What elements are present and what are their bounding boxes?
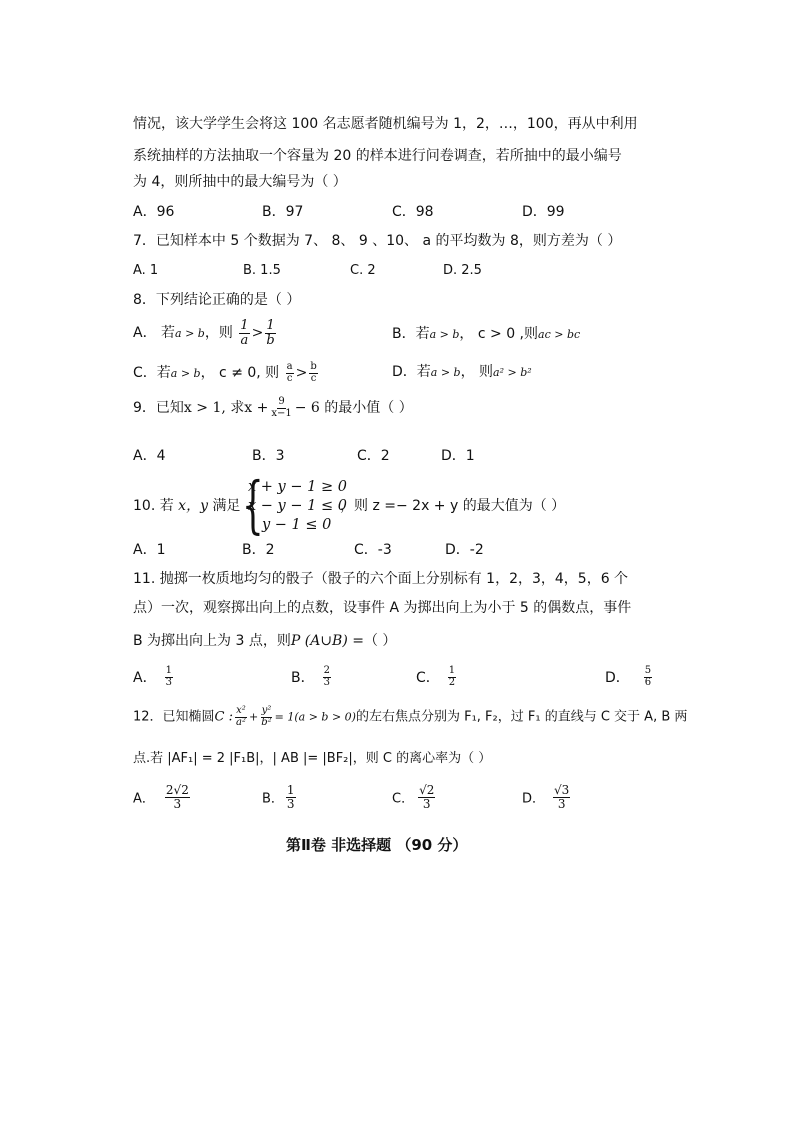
q11-a-frac bbox=[165, 666, 173, 688]
q11-c-num: 1 bbox=[448, 665, 456, 676]
q12-pre: 12．已知椭圆 bbox=[133, 709, 215, 725]
q11-b-den: 3 bbox=[323, 676, 330, 688]
q8-c-mid: ， c ≠ 0, 则 bbox=[200, 365, 280, 381]
q11-line3-pre: B 为掷出向上为 3 点，则 bbox=[133, 633, 291, 649]
q11-b-label: B． bbox=[291, 670, 315, 686]
q9-option-c: C．2 bbox=[357, 448, 390, 464]
q12-option-d bbox=[522, 784, 572, 810]
q8-b-prefix: B．若 bbox=[392, 326, 430, 342]
q6-option-c: C．98 bbox=[392, 204, 434, 220]
section-2-title: 第Ⅱ卷 非选择题 （90 分） bbox=[286, 836, 468, 854]
q11-a-label: A． bbox=[133, 670, 157, 686]
q12-plus: + bbox=[249, 710, 259, 724]
q8-option-a: A． 若a > b，则 $\frac{1}{a}$ > $\frac{1}{b}$ bbox=[133, 318, 275, 348]
q9-tail: 的最小值（ ） bbox=[319, 400, 413, 416]
q9-stem bbox=[133, 397, 413, 419]
q12-c-label: C． bbox=[392, 791, 415, 807]
q12-frac-x-num: x² bbox=[236, 705, 246, 716]
q9-pre: 9．已知 bbox=[133, 400, 184, 416]
q10-pre-wrap bbox=[133, 496, 240, 516]
q12-b-num: 1 bbox=[286, 783, 295, 797]
q12-frac-y-den: b² bbox=[261, 716, 272, 728]
q12-a-num: 2√2 bbox=[165, 783, 189, 797]
q9-option-d: D．1 bbox=[441, 448, 475, 464]
q12-a-label: A． bbox=[133, 791, 155, 807]
q9-option-a: A．4 bbox=[133, 448, 166, 464]
q11-d-num: 5 bbox=[644, 665, 652, 676]
q10-option-c: C．-3 bbox=[354, 542, 392, 558]
q8-a-then: ，则 bbox=[204, 325, 233, 342]
q7-stem: 7．已知样本中 5 个数据为 7、 8、 9 、10、 a 的平均数为 8，则方差为（ ） bbox=[133, 233, 622, 249]
q12-frac-y bbox=[260, 706, 272, 728]
q9-condition: x > 1, 求x + bbox=[183, 400, 269, 416]
q9-frac-num: 9 bbox=[278, 396, 285, 407]
q11-option-b bbox=[291, 666, 333, 688]
q12-line-2: 点.若 |AF₁| = 2 |F₁B|，| AB |= |BF₂|，则 C 的离心率为（ ） bbox=[133, 751, 492, 766]
q12-frac-y-num: y² bbox=[261, 705, 272, 716]
q7-option-b: B. 1.5 bbox=[243, 263, 281, 278]
q9-option-b: B．3 bbox=[252, 448, 285, 464]
q12-d-label: D． bbox=[522, 791, 546, 807]
q12-ellipse-name: C : bbox=[214, 709, 234, 725]
q9-fraction bbox=[270, 397, 292, 419]
q11-a-num: 1 bbox=[165, 665, 172, 676]
q10-pre: 10. 若 bbox=[133, 498, 174, 514]
q8-a-condition: a > b bbox=[175, 327, 205, 341]
q8-c-condition: a > b bbox=[170, 367, 201, 380]
q12-b-frac bbox=[286, 784, 296, 810]
q12-b-den: 3 bbox=[286, 796, 295, 811]
q8-c-frac-right: $\frac{b}{c}$ bbox=[310, 361, 317, 384]
q11-c-den: 2 bbox=[448, 676, 456, 688]
q12-a-den: 3 bbox=[173, 796, 182, 811]
q8-c-frac-left: $\frac{a}{c}$ bbox=[286, 361, 293, 384]
q12-c-den: 3 bbox=[422, 796, 431, 811]
q11-option-a bbox=[133, 666, 175, 688]
q6-line-3: 为 4，则所抽中的最大编号为（ ） bbox=[133, 174, 347, 190]
q12-b-label: B． bbox=[262, 791, 284, 807]
q6-line-2: 系统抽样的方法抽取一个容量为 20 的样本进行问卷调查，若所抽中的最小编号 bbox=[133, 148, 622, 164]
q11-d-den: 6 bbox=[644, 676, 652, 688]
q7-option-c: C. 2 bbox=[350, 263, 376, 278]
q10-option-b: B．2 bbox=[242, 542, 275, 558]
q6-option-b: B．97 bbox=[262, 204, 304, 220]
q6-line-1: 情况，该大学学生会将这 100 名志愿者随机编号为 1，2，…，100，再从中利用 bbox=[133, 116, 638, 132]
q12-frac-x bbox=[235, 706, 247, 728]
q12-tail: 的左右焦点分别为 F₁, F₂，过 F₁ 的直线与 C 交于 A, B 两 bbox=[355, 709, 688, 725]
q8-a-prefix: A． 若 bbox=[133, 325, 176, 342]
q8-a-frac-left: $\frac{1}{a}$ bbox=[240, 318, 249, 348]
q12-frac-x-den: a² bbox=[236, 716, 246, 728]
q11-option-c bbox=[416, 666, 458, 688]
q11-line-2: 点）一次，观察掷出向上的点数，设事件 A 为掷出向上为小于 5 的偶数点，事件 bbox=[133, 600, 632, 616]
q7-option-a: A. 1 bbox=[133, 263, 159, 278]
q7-option-d: D. 2.5 bbox=[443, 263, 482, 278]
q12-stem bbox=[133, 706, 687, 728]
q10-option-a: A．1 bbox=[133, 542, 166, 558]
q8-option-d bbox=[392, 362, 532, 383]
q11-d-label: D． bbox=[605, 670, 630, 686]
q11-b-frac bbox=[323, 666, 331, 688]
q12-a-frac bbox=[165, 784, 190, 810]
q6-option-d: D．99 bbox=[522, 204, 565, 220]
q11-line-1: 11. 抛掷一枚质地均匀的骰子（骰子的六个面上分别标有 1，2，3，4，5，6 个 bbox=[133, 571, 629, 587]
q12-c-num: √2 bbox=[419, 783, 435, 797]
q8-c-prefix: C．若 bbox=[133, 365, 171, 381]
q8-b-result: ac > bc bbox=[538, 328, 581, 341]
q8-d-condition: a > b bbox=[430, 366, 461, 379]
q11-line-3 bbox=[133, 631, 396, 651]
q12-d-den: 3 bbox=[557, 796, 566, 811]
q12-option-c bbox=[392, 784, 437, 810]
q11-line3-post: （ ） bbox=[363, 633, 397, 649]
q10-post: ，则 z =− 2x + y 的最大值为（ ） bbox=[340, 498, 566, 514]
q10-ineq-2: x − y − 1 ≤ 0 bbox=[248, 498, 347, 514]
q12-d-frac bbox=[553, 784, 570, 810]
q12-option-b bbox=[262, 784, 298, 810]
q12-option-a bbox=[133, 784, 192, 810]
q8-option-c: C．若a > b， c ≠ 0, 则 $\frac{a}{c}$ > $\frac{b}{c}$ bbox=[133, 361, 317, 384]
q9-post: − 6 bbox=[294, 400, 320, 416]
q8-option-b bbox=[392, 324, 580, 345]
q11-b-num: 2 bbox=[323, 665, 330, 676]
q11-d-frac bbox=[644, 666, 652, 688]
q11-a-den: 3 bbox=[165, 676, 172, 688]
q8-b-condition: a > b bbox=[429, 328, 460, 341]
q10-ineq-1: x + y − 1 ≥ 0 bbox=[248, 479, 347, 495]
q11-line3-expr: P (A∪B) = bbox=[290, 633, 364, 649]
q9-frac-den: x−1 bbox=[271, 407, 292, 419]
q8-b-mid: ， c > 0 ,则 bbox=[459, 326, 539, 342]
q6-option-a: A．96 bbox=[133, 204, 175, 220]
q11-option-d bbox=[605, 666, 654, 688]
q10-ineq-3: y − 1 ≤ 0 bbox=[262, 517, 332, 533]
q11-c-label: C． bbox=[416, 670, 440, 686]
q10-vars: x，y bbox=[173, 498, 213, 514]
q8-d-result: a² > b² bbox=[493, 366, 532, 379]
q8-stem: 8．下列结论正确的是（ ） bbox=[133, 292, 301, 308]
q10-option-d: D．-2 bbox=[445, 542, 484, 558]
q12-d-num: √3 bbox=[554, 783, 570, 797]
q10-brace: { bbox=[242, 468, 264, 541]
q8-a-frac-right: $\frac{1}{b}$ bbox=[266, 318, 275, 348]
q10-mid: 满足 bbox=[212, 498, 241, 514]
q12-c-frac bbox=[418, 784, 435, 810]
q12-ellipse-post: = 1(a > b > 0) bbox=[274, 710, 356, 724]
q8-d-mid: ， 则 bbox=[460, 364, 494, 380]
q11-c-frac bbox=[448, 666, 456, 688]
q8-d-prefix: D．若 bbox=[392, 364, 431, 380]
